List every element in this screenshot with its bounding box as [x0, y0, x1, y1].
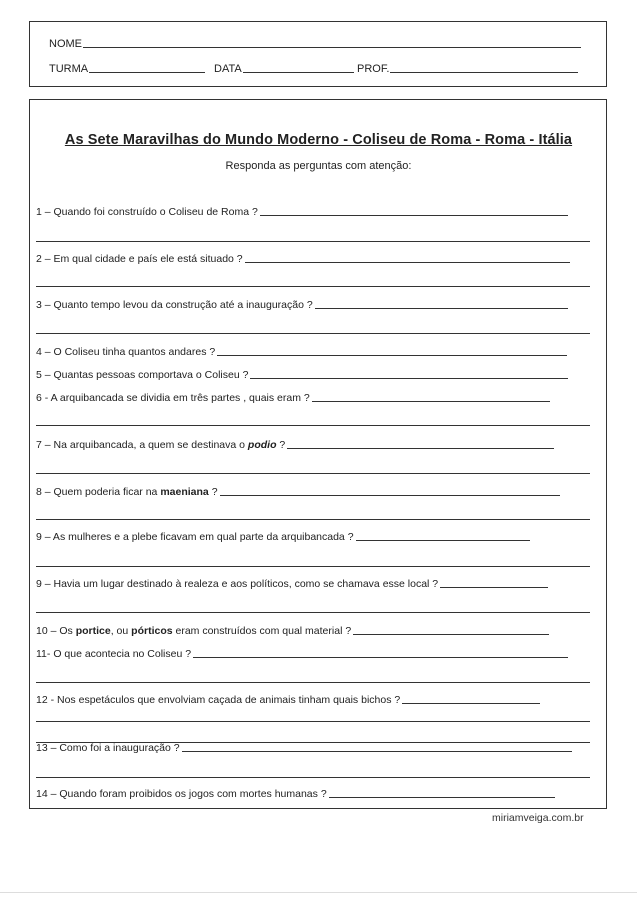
data-label: DATA	[214, 63, 242, 75]
data-field[interactable]	[243, 72, 354, 73]
question-4-text: 4 – O Coliseu tinha quantos andares ?	[36, 346, 216, 358]
question-9b	[36, 578, 548, 590]
question-8-text: 8 – Quem poderia ficar na maeniana ?	[36, 486, 218, 498]
answer-5-field[interactable]	[250, 378, 568, 379]
worksheet-title: As Sete Maravilhas do Mundo Moderno - Coliseu de Roma - Roma - Itália	[64, 132, 573, 148]
answer-6-field[interactable]	[312, 401, 550, 402]
nome-field[interactable]	[83, 47, 581, 48]
question-2	[36, 253, 570, 265]
turma-field[interactable]	[89, 72, 205, 73]
answer-1-field[interactable]	[260, 215, 568, 216]
answer-7-field[interactable]	[287, 448, 554, 449]
answer-13-line-2[interactable]	[36, 777, 590, 778]
question-13	[36, 742, 572, 754]
question-5-text: 5 – Quantas pessoas comportava o Coliseu ?	[36, 369, 249, 381]
answer-4-field[interactable]	[217, 355, 567, 356]
answer-9b-field[interactable]	[440, 587, 548, 588]
question-9-text: 9 – As mulheres e a plebe ficavam em qual parte da arquibancada ?	[36, 531, 354, 543]
question-14	[36, 788, 555, 800]
answer-2-line-2[interactable]	[36, 286, 590, 287]
answer-9b-line-2[interactable]	[36, 612, 590, 613]
question-5	[36, 369, 568, 381]
answer-11-line-2[interactable]	[36, 682, 590, 683]
answer-1-line-2[interactable]	[36, 241, 590, 242]
nome-row	[49, 38, 581, 50]
question-11-text: 11- O que acontecia no Coliseu ?	[36, 648, 192, 660]
answer-13-field[interactable]	[182, 751, 572, 752]
question-7	[36, 439, 554, 451]
question-11	[36, 648, 568, 660]
answer-9-line-2[interactable]	[36, 566, 590, 567]
question-10	[36, 625, 549, 637]
question-4	[36, 346, 567, 358]
footer-credit: miriamveiga.com.br	[492, 812, 584, 824]
answer-2-field[interactable]	[245, 262, 570, 263]
question-9b-text: 9 – Havia um lugar destinado à realeza e aos políticos, como se chamava esse local ?	[36, 578, 439, 590]
answer-3-field[interactable]	[315, 308, 568, 309]
answer-8-field[interactable]	[220, 495, 560, 496]
question-12	[36, 694, 540, 706]
question-6	[36, 392, 550, 404]
answer-6-line-2[interactable]	[36, 425, 590, 426]
answer-7-line-2[interactable]	[36, 473, 590, 474]
prof-row	[357, 63, 578, 75]
question-3	[36, 299, 568, 311]
answer-10-field[interactable]	[353, 634, 549, 635]
question-1	[36, 206, 568, 218]
answer-14-field[interactable]	[329, 797, 555, 798]
question-12-text: 12 - Nos espetáculos que envolviam caçada de animais tinham quais bichos ?	[36, 694, 401, 706]
question-10-text: 10 – Os portice, ou pórticos eram construídos com qual material ?	[36, 625, 352, 637]
question-9	[36, 531, 530, 543]
question-7-text: 7 – Na arquibancada, a quem se destinava o podio ?	[36, 439, 286, 451]
question-8	[36, 486, 560, 498]
question-6-text: 6 - A arquibancada se dividia em três partes , quais eram ?	[36, 392, 310, 404]
prof-field[interactable]	[390, 72, 578, 73]
answer-11-field[interactable]	[193, 657, 568, 658]
answer-9-field[interactable]	[356, 540, 530, 541]
answer-3-line-2[interactable]	[36, 333, 590, 334]
scan-edge-divider	[0, 892, 637, 893]
prof-label: PROF.	[357, 63, 390, 75]
question-2-text: 2 – Em qual cidade e país ele está situado ?	[36, 253, 243, 265]
turma-label: TURMA	[49, 63, 89, 75]
worksheet-instruction: Responda as perguntas com atenção:	[225, 160, 412, 172]
answer-12-field[interactable]	[402, 703, 540, 704]
question-13-text: 13 – Como foi a inauguração ?	[36, 742, 180, 754]
data-row	[214, 63, 354, 75]
nome-label: NOME	[49, 38, 82, 50]
answer-12-line-2[interactable]	[36, 721, 590, 722]
question-1-text: 1 – Quando foi construído o Coliseu de Roma ?	[36, 206, 258, 218]
student-info-box	[29, 21, 607, 87]
question-3-text: 3 – Quanto tempo levou da construção até a inauguração ?	[36, 299, 313, 311]
question-14-text: 14 – Quando foram proibidos os jogos com mortes humanas ?	[36, 788, 327, 800]
answer-8-line-2[interactable]	[36, 519, 590, 520]
turma-row	[49, 63, 205, 75]
